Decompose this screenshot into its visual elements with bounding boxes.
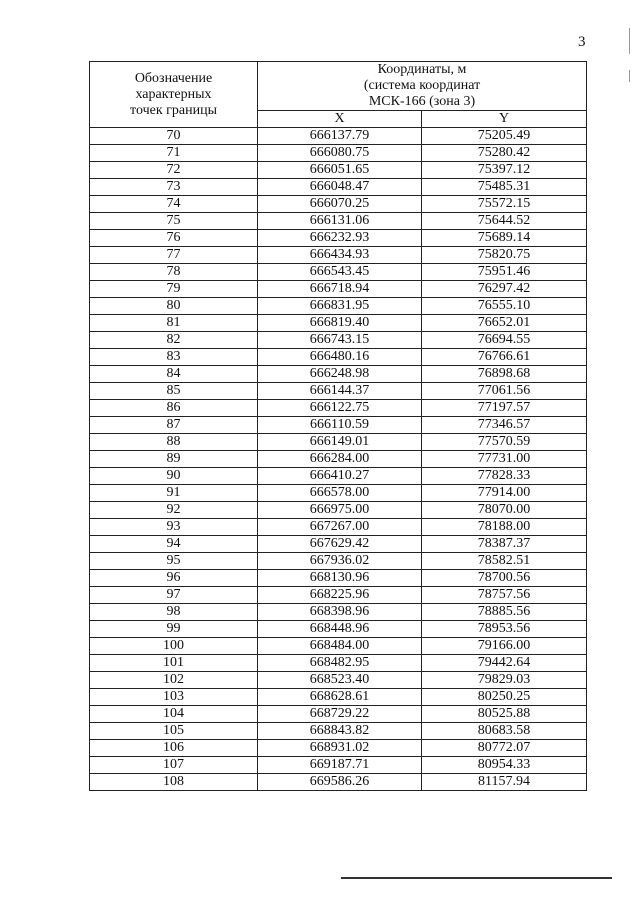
point-id-cell: 89 xyxy=(90,451,258,468)
point-id-cell: 78 xyxy=(90,264,258,281)
y-coordinate-cell: 80954.33 xyxy=(422,757,587,774)
points-designation-header xyxy=(90,62,258,128)
y-coordinate-cell: 80772.07 xyxy=(422,740,587,757)
y-coordinate-cell: 75280.42 xyxy=(422,145,587,162)
x-coordinate-cell: 668130.96 xyxy=(258,570,422,587)
x-coordinate-cell: 668398.96 xyxy=(258,604,422,621)
x-coordinate-cell: 668628.61 xyxy=(258,689,422,706)
x-coordinate-cell: 666480.16 xyxy=(258,349,422,366)
x-coordinate-cell: 668843.82 xyxy=(258,723,422,740)
y-coordinate-cell: 80683.58 xyxy=(422,723,587,740)
y-coordinate-cell: 75820.75 xyxy=(422,247,587,264)
table-row xyxy=(90,264,587,281)
table-row xyxy=(90,689,587,706)
point-id-cell: 82 xyxy=(90,332,258,349)
table-row xyxy=(90,604,587,621)
column-x-header: X xyxy=(258,111,422,128)
table-row xyxy=(90,349,587,366)
y-coordinate-cell: 75205.49 xyxy=(422,128,587,145)
x-coordinate-cell: 668523.40 xyxy=(258,672,422,689)
point-id-cell: 102 xyxy=(90,672,258,689)
table-row xyxy=(90,128,587,145)
y-coordinate-cell: 78885.56 xyxy=(422,604,587,621)
point-id-cell: 99 xyxy=(90,621,258,638)
table-row xyxy=(90,502,587,519)
x-coordinate-cell: 668484.00 xyxy=(258,638,422,655)
point-id-cell: 83 xyxy=(90,349,258,366)
y-coordinate-cell: 76297.42 xyxy=(422,281,587,298)
table-row xyxy=(90,723,587,740)
table-row xyxy=(90,145,587,162)
x-coordinate-cell: 666232.93 xyxy=(258,230,422,247)
table-row xyxy=(90,417,587,434)
x-coordinate-cell: 667629.42 xyxy=(258,536,422,553)
x-coordinate-cell: 666122.75 xyxy=(258,400,422,417)
x-coordinate-cell: 666080.75 xyxy=(258,145,422,162)
point-id-cell: 101 xyxy=(90,655,258,672)
table-row xyxy=(90,213,587,230)
point-id-cell: 97 xyxy=(90,587,258,604)
y-coordinate-cell: 80250.25 xyxy=(422,689,587,706)
point-id-cell: 79 xyxy=(90,281,258,298)
boundary-points-table xyxy=(89,61,587,791)
x-coordinate-cell: 668729.22 xyxy=(258,706,422,723)
y-coordinate-cell: 78188.00 xyxy=(422,519,587,536)
point-id-cell: 74 xyxy=(90,196,258,213)
table-row xyxy=(90,570,587,587)
y-coordinate-cell: 78953.56 xyxy=(422,621,587,638)
x-coordinate-cell: 666248.98 xyxy=(258,366,422,383)
table-row xyxy=(90,281,587,298)
y-coordinate-cell: 80525.88 xyxy=(422,706,587,723)
point-id-cell: 76 xyxy=(90,230,258,247)
point-id-cell: 95 xyxy=(90,553,258,570)
point-id-cell: 72 xyxy=(90,162,258,179)
y-coordinate-cell: 75644.52 xyxy=(422,213,587,230)
x-coordinate-cell: 666051.65 xyxy=(258,162,422,179)
x-coordinate-cell: 666543.45 xyxy=(258,264,422,281)
table-row xyxy=(90,298,587,315)
header-coords-line: Координаты, м xyxy=(377,62,467,77)
point-id-cell: 81 xyxy=(90,315,258,332)
y-coordinate-cell: 76694.55 xyxy=(422,332,587,349)
x-coordinate-cell: 669586.26 xyxy=(258,774,422,791)
coordinates-header xyxy=(258,62,587,111)
point-id-cell: 104 xyxy=(90,706,258,723)
point-id-cell: 94 xyxy=(90,536,258,553)
table-row xyxy=(90,757,587,774)
y-coordinate-cell: 76652.01 xyxy=(422,315,587,332)
table-row xyxy=(90,230,587,247)
point-id-cell: 87 xyxy=(90,417,258,434)
y-coordinate-cell: 76898.68 xyxy=(422,366,587,383)
x-coordinate-cell: 666975.00 xyxy=(258,502,422,519)
x-coordinate-cell: 666149.01 xyxy=(258,434,422,451)
x-coordinate-cell: 666819.40 xyxy=(258,315,422,332)
x-coordinate-cell: 666718.94 xyxy=(258,281,422,298)
header-label-line: характерных xyxy=(135,86,212,102)
footer-rule xyxy=(341,877,612,879)
scan-edge-mark xyxy=(629,70,630,82)
y-coordinate-cell: 77346.57 xyxy=(422,417,587,434)
y-coordinate-cell: 75397.12 xyxy=(422,162,587,179)
x-coordinate-cell: 668448.96 xyxy=(258,621,422,638)
point-id-cell: 71 xyxy=(90,145,258,162)
y-coordinate-cell: 75485.31 xyxy=(422,179,587,196)
y-coordinate-cell: 79442.64 xyxy=(422,655,587,672)
x-coordinate-cell: 668931.02 xyxy=(258,740,422,757)
y-coordinate-cell: 75951.46 xyxy=(422,264,587,281)
x-coordinate-cell: 666578.00 xyxy=(258,485,422,502)
x-coordinate-cell: 666110.59 xyxy=(258,417,422,434)
table-row xyxy=(90,179,587,196)
x-coordinate-cell: 668482.95 xyxy=(258,655,422,672)
table-row xyxy=(90,774,587,791)
point-id-cell: 86 xyxy=(90,400,258,417)
table-row xyxy=(90,434,587,451)
header-coords-line: (система координат xyxy=(363,78,481,93)
table-body xyxy=(90,128,587,791)
point-id-cell: 96 xyxy=(90,570,258,587)
table-row xyxy=(90,536,587,553)
point-id-cell: 88 xyxy=(90,434,258,451)
y-coordinate-cell: 79829.03 xyxy=(422,672,587,689)
x-coordinate-cell: 666831.95 xyxy=(258,298,422,315)
y-coordinate-cell: 75689.14 xyxy=(422,230,587,247)
table-row xyxy=(90,587,587,604)
y-coordinate-cell: 78700.56 xyxy=(422,570,587,587)
table-row xyxy=(90,366,587,383)
table-row xyxy=(90,485,587,502)
table-row xyxy=(90,400,587,417)
point-id-cell: 108 xyxy=(90,774,258,791)
point-id-cell: 75 xyxy=(90,213,258,230)
table-row xyxy=(90,315,587,332)
point-id-cell: 100 xyxy=(90,638,258,655)
point-id-cell: 85 xyxy=(90,383,258,400)
point-id-cell: 93 xyxy=(90,519,258,536)
x-coordinate-cell: 666070.25 xyxy=(258,196,422,213)
page-number: 3 xyxy=(578,34,586,50)
table-row xyxy=(90,621,587,638)
table-row xyxy=(90,383,587,400)
column-y-header: Y xyxy=(422,111,587,128)
x-coordinate-cell: 666131.06 xyxy=(258,213,422,230)
y-coordinate-cell: 77197.57 xyxy=(422,400,587,417)
table-row xyxy=(90,740,587,757)
y-coordinate-cell: 77570.59 xyxy=(422,434,587,451)
x-coordinate-cell: 667267.00 xyxy=(258,519,422,536)
table-row xyxy=(90,706,587,723)
point-id-cell: 91 xyxy=(90,485,258,502)
table-row xyxy=(90,519,587,536)
point-id-cell: 98 xyxy=(90,604,258,621)
y-coordinate-cell: 78757.56 xyxy=(422,587,587,604)
header-coords-line: МСК-166 (зона 3) xyxy=(368,94,476,109)
x-coordinate-cell: 667936.02 xyxy=(258,553,422,570)
x-coordinate-cell: 669187.71 xyxy=(258,757,422,774)
x-coordinate-cell: 666048.47 xyxy=(258,179,422,196)
point-id-cell: 105 xyxy=(90,723,258,740)
point-id-cell: 70 xyxy=(90,128,258,145)
point-id-cell: 92 xyxy=(90,502,258,519)
table-row xyxy=(90,655,587,672)
table-row xyxy=(90,638,587,655)
point-id-cell: 107 xyxy=(90,757,258,774)
y-coordinate-cell: 77731.00 xyxy=(422,451,587,468)
x-coordinate-cell: 666434.93 xyxy=(258,247,422,264)
y-coordinate-cell: 77828.33 xyxy=(422,468,587,485)
table-row xyxy=(90,162,587,179)
point-id-cell: 77 xyxy=(90,247,258,264)
x-coordinate-cell: 666144.37 xyxy=(258,383,422,400)
x-coordinate-cell: 666137.79 xyxy=(258,128,422,145)
y-coordinate-cell: 78582.51 xyxy=(422,553,587,570)
point-id-cell: 80 xyxy=(90,298,258,315)
y-coordinate-cell: 78070.00 xyxy=(422,502,587,519)
y-coordinate-cell: 77914.00 xyxy=(422,485,587,502)
point-id-cell: 84 xyxy=(90,366,258,383)
table-row xyxy=(90,672,587,689)
header-label-line: точек границы xyxy=(130,102,217,118)
point-id-cell: 90 xyxy=(90,468,258,485)
point-id-cell: 73 xyxy=(90,179,258,196)
x-coordinate-cell: 666284.00 xyxy=(258,451,422,468)
table-row xyxy=(90,553,587,570)
x-coordinate-cell: 666743.15 xyxy=(258,332,422,349)
table-row xyxy=(90,451,587,468)
y-coordinate-cell: 76555.10 xyxy=(422,298,587,315)
point-id-cell: 103 xyxy=(90,689,258,706)
x-coordinate-cell: 666410.27 xyxy=(258,468,422,485)
table-row xyxy=(90,247,587,264)
table-row xyxy=(90,332,587,349)
y-coordinate-cell: 76766.61 xyxy=(422,349,587,366)
table-row xyxy=(90,468,587,485)
table-row xyxy=(90,196,587,213)
y-coordinate-cell: 77061.56 xyxy=(422,383,587,400)
header-label-line: Обозначение xyxy=(134,70,213,86)
scan-edge-mark xyxy=(629,28,630,54)
x-coordinate-cell: 668225.96 xyxy=(258,587,422,604)
point-id-cell: 106 xyxy=(90,740,258,757)
y-coordinate-cell: 79166.00 xyxy=(422,638,587,655)
y-coordinate-cell: 81157.94 xyxy=(422,774,587,791)
y-coordinate-cell: 75572.15 xyxy=(422,196,587,213)
y-coordinate-cell: 78387.37 xyxy=(422,536,587,553)
